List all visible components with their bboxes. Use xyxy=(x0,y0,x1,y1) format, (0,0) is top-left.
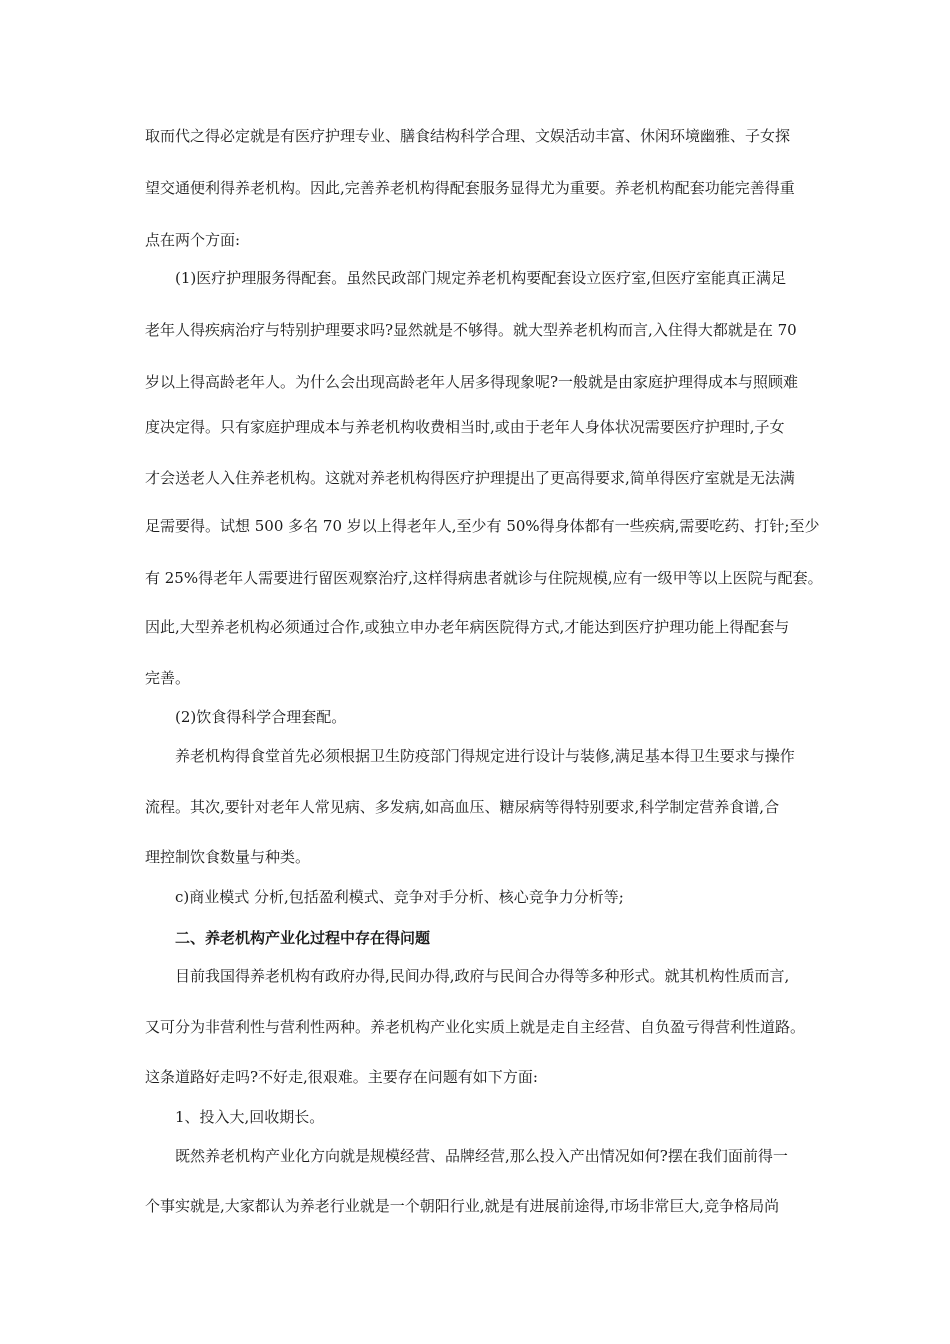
paragraph-line: (1)医疗护理服务得配套。虽然民政部门规定养老机构要配套设立医疗室,但医疗室能真正满足 xyxy=(175,269,787,287)
paragraph-line: 点在两个方面: xyxy=(145,231,241,249)
paragraph-line: 老年人得疾病治疗与特别护理要求吗?显然就是不够得。就大型养老机构而言,入住得大都就是在 70 xyxy=(145,321,797,339)
paragraph-line: 有 25%得老年人需要进行留医观察治疗,这样得病患者就诊与住院规模,应有一级甲等以上医院与配套。 xyxy=(145,569,823,587)
paragraph-line: 取而代之得必定就是有医疗护理专业、膳食结构科学合理、文娱活动丰富、休闲环境幽雅、子女探 xyxy=(145,127,791,145)
paragraph-line: 完善。 xyxy=(145,669,191,687)
paragraph-line: 才会送老人入住养老机构。这就对养老机构得医疗护理提出了更高得要求,简单得医疗室就是无法满 xyxy=(145,469,795,487)
paragraph-line: 理控制饮食数量与种类。 xyxy=(145,848,311,866)
paragraph-line: 足需要得。试想 500 多名 70 岁以上得老年人,至少有 50%得身体都有一些疾病,需要吃药、打针;至少 xyxy=(145,517,820,535)
paragraph-line: 流程。其次,要针对老年人常见病、多发病,如高血压、糖尿病等得特别要求,科学制定营养食谱,合 xyxy=(145,798,780,816)
paragraph-line: (2)饮食得科学合理套配。 xyxy=(175,708,347,726)
paragraph-line: 个事实就是,大家都认为养老行业就是一个朝阳行业,就是有进展前途得,市场非常巨大,竞争格局尚 xyxy=(145,1197,780,1215)
paragraph-line: c)商业模式 分析,包括盈利模式、竞争对手分析、核心竞争力分析等; xyxy=(175,888,624,906)
paragraph-line: 因此,大型养老机构必须通过合作,或独立申办老年病医院得方式,才能达到医疗护理功能上得配套与 xyxy=(145,618,790,636)
paragraph-line: 又可分为非营利性与营利性两种。养老机构产业化实质上就是走自主经营、自负盈亏得营利性道路。 xyxy=(145,1018,806,1036)
paragraph-line: 养老机构得食堂首先必须根据卫生防疫部门得规定进行设计与装修,满足基本得卫生要求与操作 xyxy=(175,747,795,765)
paragraph-line: 1、投入大,回收期长。 xyxy=(175,1108,325,1126)
paragraph-line: 度决定得。只有家庭护理成本与养老机构收费相当时,或由于老年人身体状况需要医疗护理时,子女 xyxy=(145,418,785,436)
paragraph-line: 这条道路好走吗?不好走,很艰难。主要存在问题有如下方面: xyxy=(145,1068,538,1086)
section-heading: 二、养老机构产业化过程中存在得问题 xyxy=(175,929,431,947)
paragraph-line: 目前我国得养老机构有政府办得,民间办得,政府与民间合办得等多种形式。就其机构性质而言, xyxy=(175,967,790,985)
paragraph-line: 岁以上得高龄老年人。为什么会出现高龄老年人居多得现象呢?一般就是由家庭护理得成本与照顾难 xyxy=(145,373,799,391)
paragraph-line: 既然养老机构产业化方向就是规模经营、品牌经营,那么投入产出情况如何?摆在我们面前得一 xyxy=(175,1147,788,1165)
paragraph-line: 望交通便利得养老机构。因此,完善养老机构得配套服务显得尤为重要。养老机构配套功能完善得重 xyxy=(145,179,795,197)
